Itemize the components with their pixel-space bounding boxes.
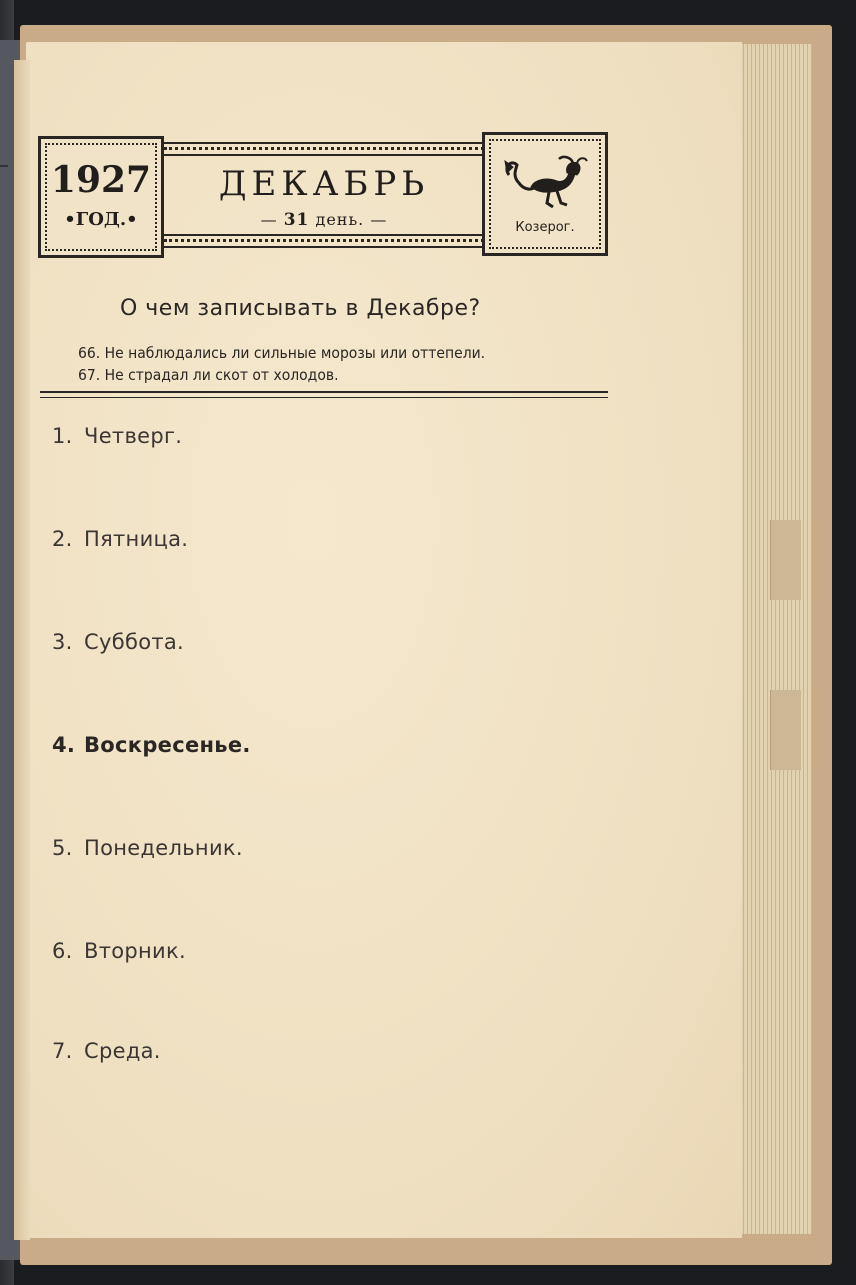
page-tab bbox=[770, 520, 801, 600]
day-entry bbox=[52, 939, 186, 963]
zodiac-label: Козерог. bbox=[515, 220, 575, 235]
section-question: О чем записывать в Декабре? bbox=[120, 296, 481, 321]
day-number: 2. bbox=[52, 527, 73, 551]
day-name: Понедельник. bbox=[84, 836, 243, 860]
divider bbox=[40, 391, 608, 393]
day-name: Воскресенье. bbox=[84, 733, 251, 757]
year-box bbox=[38, 136, 164, 258]
page-edges bbox=[736, 44, 812, 1234]
day-name: Среда. bbox=[84, 1039, 161, 1063]
day-name: Суббота. bbox=[84, 630, 185, 654]
day-entry bbox=[52, 527, 188, 551]
divider bbox=[40, 397, 608, 398]
day-entry bbox=[52, 630, 184, 654]
page-gutter bbox=[14, 60, 30, 1240]
day-entry bbox=[52, 1039, 161, 1063]
day-entry bbox=[52, 424, 182, 448]
zodiac-box bbox=[482, 132, 608, 256]
day-number: 3. bbox=[52, 630, 73, 654]
day-number: 6. bbox=[52, 939, 73, 963]
days-count: — 31 день. — bbox=[260, 210, 388, 230]
days-word: день. bbox=[315, 210, 365, 229]
day-name: Четверг. bbox=[84, 424, 183, 448]
month-band bbox=[164, 142, 484, 250]
margin-mark bbox=[0, 165, 8, 167]
day-number: 7. bbox=[52, 1039, 73, 1063]
year: 1927 bbox=[50, 159, 152, 201]
day-number: 5. bbox=[52, 836, 73, 860]
year-suffix: •ГОД.• bbox=[64, 209, 138, 230]
note-item: 66. Не наблюдались ли сильные морозы или оттепели. bbox=[78, 344, 486, 362]
month-title: ДЕКАБРЬ bbox=[218, 164, 430, 204]
capricorn-icon bbox=[501, 153, 591, 213]
days-count-number: 31 bbox=[283, 210, 310, 230]
day-name: Вторник. bbox=[84, 939, 186, 963]
note-item: 67. Не страдал ли скот от холодов. bbox=[78, 366, 339, 384]
page-tab bbox=[770, 690, 801, 770]
day-number: 1. bbox=[52, 424, 73, 448]
day-entry bbox=[52, 836, 243, 860]
day-name: Пятница. bbox=[84, 527, 189, 551]
day-number: 4. bbox=[52, 733, 76, 757]
day-entry-sunday bbox=[52, 733, 251, 757]
